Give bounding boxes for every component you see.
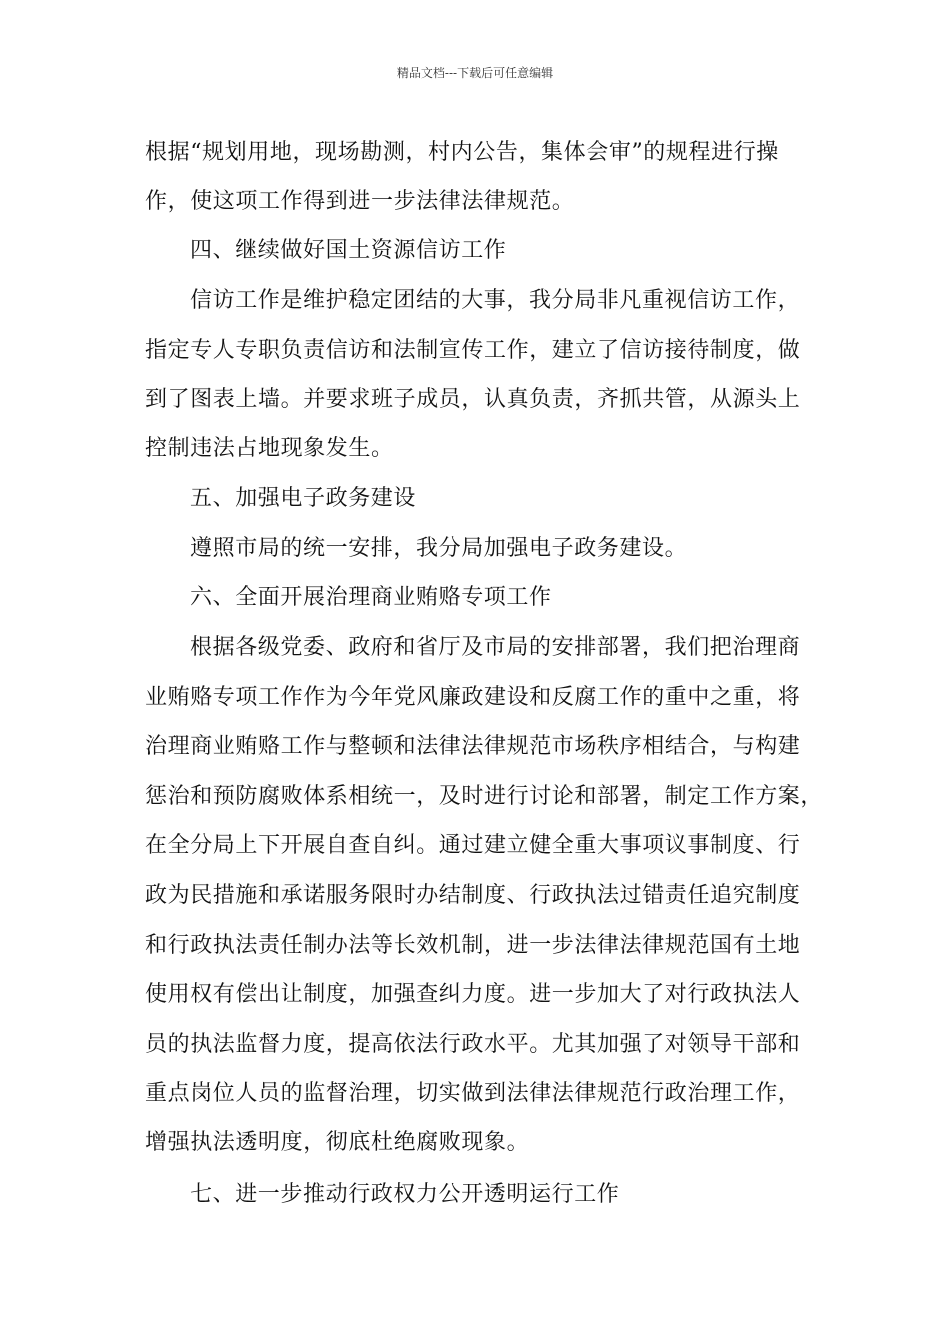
- section-heading: 六、全面开展治理商业贿赂专项工作: [190, 585, 552, 610]
- body-line: 作，使这项工作得到进一步法律法律规范。: [145, 189, 575, 214]
- section-heading: 四、继续做好国土资源信访工作: [190, 238, 507, 263]
- body-line: 政为民措施和承诺服务限时办结制度、行政执法过错责任追究制度: [145, 883, 801, 908]
- section-heading: 七、进一步推动行政权力公开透明运行工作: [190, 1182, 620, 1207]
- body-line: 信访工作是维护稳定团结的大事，我分局非凡重视信访工作，: [190, 288, 801, 313]
- body-line: 在全分局上下开展自查自纠。通过建立健全重大事项议事制度、行: [145, 833, 801, 858]
- body-line: 控制违法占地现象发生。: [145, 436, 394, 461]
- body-line: 业贿赂专项工作作为今年党风廉政建设和反腐工作的重中之重，将: [145, 685, 801, 710]
- body-line: 增强执法透明度，彻底杜绝腐败现象。: [145, 1130, 530, 1155]
- body-line: 指定专人专职负责信访和法制宣传工作，建立了信访接待制度，做: [145, 338, 801, 363]
- page-header: 精品文档---下载后可任意编辑: [396, 66, 554, 80]
- body-line: 治理商业贿赂工作与整顿和法律法律规范市场秩序相结合，与构建: [145, 734, 801, 759]
- body-line: 遵照市局的统一安排，我分局加强电子政务建设。: [190, 536, 688, 561]
- body-line: 根据各级党委、政府和省厅及市局的安排部署，我们把治理商: [190, 635, 801, 660]
- body-line: 到了图表上墙。并要求班子成员，认真负责，齐抓共管，从源头上: [145, 387, 801, 412]
- body-line: 员的执法监督力度，提高依法行政水平。尤其加强了对领导干部和: [145, 1032, 801, 1057]
- body-line: 惩治和预防腐败体系相统一，及时进行讨论和部署，制定工作方案，: [145, 784, 824, 809]
- body-line: 根据“规划用地，现场勘测，村内公告，集体会审”的规程进行操: [145, 140, 779, 165]
- section-heading: 五、加强电子政务建设: [190, 486, 417, 511]
- body-line: 重点岗位人员的监督治理，切实做到法律法律规范行政治理工作，: [145, 1081, 801, 1106]
- body-line: 使用权有偿出让制度，加强查纠力度。进一步加大了对行政执法人: [145, 982, 801, 1007]
- body-line: 和行政执法责任制办法等长效机制，进一步法律法律规范国有土地: [145, 933, 801, 958]
